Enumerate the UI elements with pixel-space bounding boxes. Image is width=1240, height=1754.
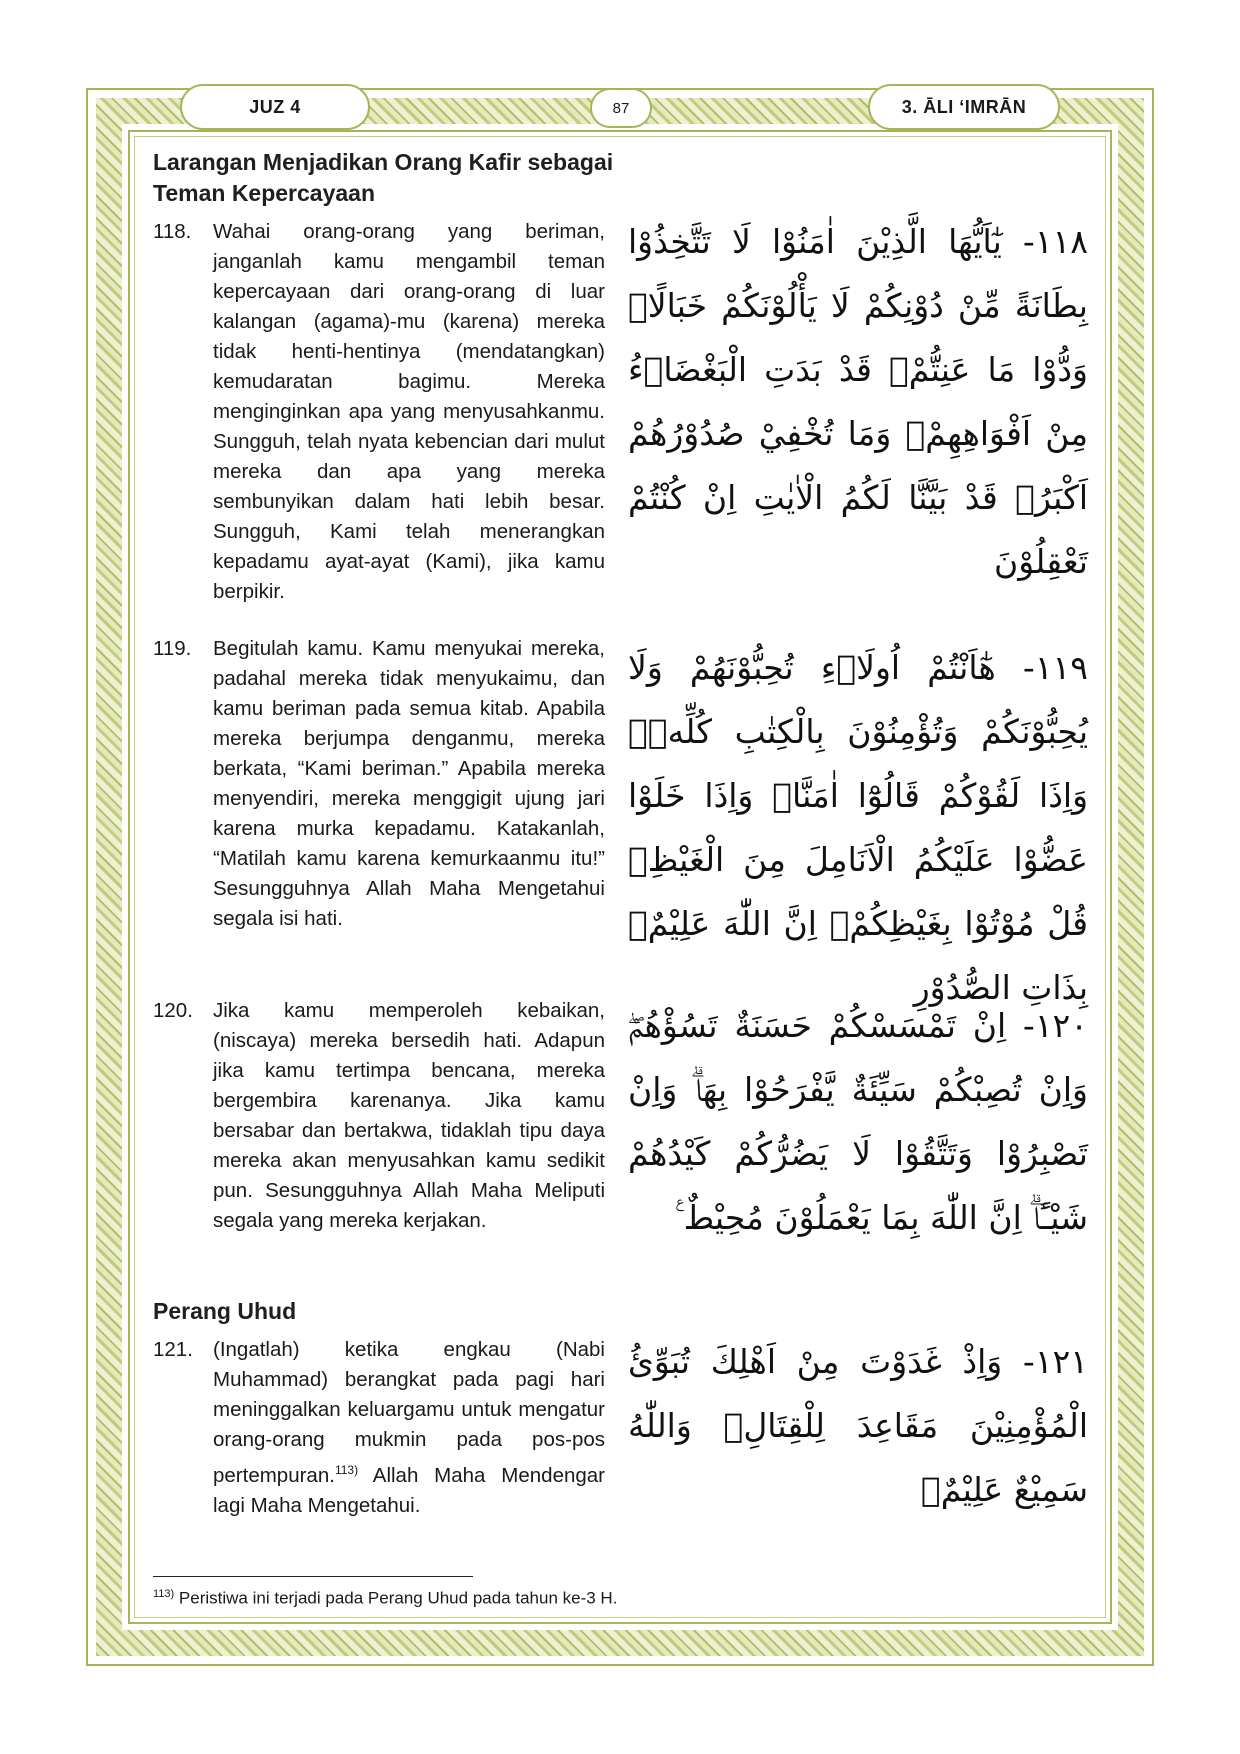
page-number: 87 <box>590 88 652 128</box>
verse-arabic: ١٢٠- اِنْ تَمْسَسْكُمْ حَسَنَةٌ تَسُؤْهُمْۖ وَاِنْ تُصِبْكُمْ سَيِّئَةٌ يَّفْرَحُوْا بِهَاۗ وَاِنْ تَصْبِرُوْا وَتَتَّقُوْا لَا يَضُرُّكُمْ كَيْدُهُمْ شَيْـًٔاۗ اِنَّ اللّٰهَ بِمَا يَعْمَلُوْنَ مُحِيْطٌ ࣖ <box>628 1006 1088 1237</box>
juz-label: JUZ 4 <box>180 84 370 130</box>
verse-arabic: ١١٩- هٰٓاَنْتُمْ اُولَاۤءِ تُحِبُّوْنَهُمْ وَلَا يُحِبُّوْنَكُمْ وَتُؤْمِنُوْنَ بِالْكِتٰبِ كُلِّهٖۚ وَاِذَا لَقُوْكُمْ قَالُوْٓا اٰمَنَّاۖ وَاِذَا خَلَوْا عَضُّوْا عَلَيْكُمُ الْاَنَامِلَ مِنَ الْغَيْظِۗ قُلْ مُوْتُوْا بِغَيْظِكُمْۗ اِنَّ اللّٰهَ عَلِيْمٌۢ بِذَاتِ الصُّدُوْرِ <box>628 648 1088 1007</box>
verse-arabic: ١١٨- يٰٓاَيُّهَا الَّذِيْنَ اٰمَنُوْا لَا تَتَّخِذُوْا بِطَانَةً مِّنْ دُوْنِكُمْ لَا يَأْلُوْنَكُمْ خَبَالًاۗ وَدُّوْا مَا عَنِتُّمْۚ قَدْ بَدَتِ الْبَغْضَاۤءُ مِنْ اَفْوَاهِهِمْۖ وَمَا تُخْفِيْ صُدُوْرُهُمْ اَكْبَرُۗ قَدْ بَيَّنَّا لَكُمُ الْاٰيٰتِ اِنْ كُنْتُمْ تَعْقِلُوْنَ <box>628 222 1088 581</box>
verse-translation <box>213 1335 605 1521</box>
footnote-divider <box>153 1576 473 1577</box>
verse-translation-part2: Allah Maha Mendengar lagi Maha Mengetahui. <box>213 1463 605 1517</box>
verse-number: 119. <box>153 637 192 660</box>
section-title-line2: Teman Kepercayaan <box>153 180 376 206</box>
verse-number: 120. <box>153 999 193 1022</box>
footnote <box>153 1582 617 1611</box>
footnote-marker: 113) <box>153 1588 175 1600</box>
verse-arabic: ١٢١- وَاِذْ غَدَوْتَ مِنْ اَهْلِكَ تُبَوِّئُ الْمُؤْمِنِيْنَ مَقَاعِدَ لِلْقِتَالِۗ وَاللّٰهُ سَمِيْعٌ عَلِيْمٌۙ <box>628 1342 1088 1509</box>
section-title-line1: Larangan Menjadikan Orang Kafir sebagai <box>153 149 614 175</box>
verse-translation: Wahai orang-orang yang beriman, janganlah kamu mengambil teman kepercayaan dari orang-orang di luar kalangan (agama)-mu (karena) mereka tidak henti-hentinya (mendatangkan) kemudaratan bagimu. Mereka menginginkan apa yang menyusahkanmu. Sungguh, telah nyata kebencian dari mulut mereka dan apa yang mereka sembunyikan dalam hati lebih besar. Sungguh, Kami telah menerangkan kepadamu ayat-ayat (Kami), jika kamu berpikir. <box>213 220 605 603</box>
verse-number: 118. <box>153 220 192 243</box>
footnote-reference[interactable]: 113) <box>334 1463 359 1477</box>
verse-translation: Jika kamu memperoleh kebaikan, (niscaya) mereka bersedih hati. Adapun jika kamu tertimpa bencana, mereka bergembira karenanya. Jika kamu bersabar dan bertakwa, tidaklah tipu daya mereka akan menyusahkan kamu sedikit pun. Sesungguhnya Allah Maha Meliputi segala yang mereka kerjakan. <box>213 999 605 1232</box>
verse-translation: Begitulah kamu. Kamu menyukai mereka, padahal mereka tidak menyukaimu, dan kamu beriman pada semua kitab. Apabila mereka berjumpa denganmu, mereka berkata, “Kami beriman.” Apabila mereka menyendiri, mereka menggigit ujung jari karena murka kepadamu. Katakanlah, “Matilah kamu karena kemurkaanmu itu!” Sesungguhnya Allah Maha Mengetahui segala isi hati. <box>213 637 605 930</box>
footnote-text: Peristiwa ini terjadi pada Perang Uhud pada tahun ke-3 H. <box>174 1588 618 1608</box>
surah-label: 3. ĀLI ‘IMRĀN <box>868 84 1060 130</box>
verse-number: 121. <box>153 1338 193 1361</box>
verse-translation-part1: (Ingatlah) ketika engkau (Nabi Muhammad) berangkat pada pagi hari meninggalkan keluargamu untuk mengatur orang-orang mukmin pada pos-pos pertempuran. <box>213 1338 605 1487</box>
section-title: Perang Uhud <box>153 1298 297 1324</box>
